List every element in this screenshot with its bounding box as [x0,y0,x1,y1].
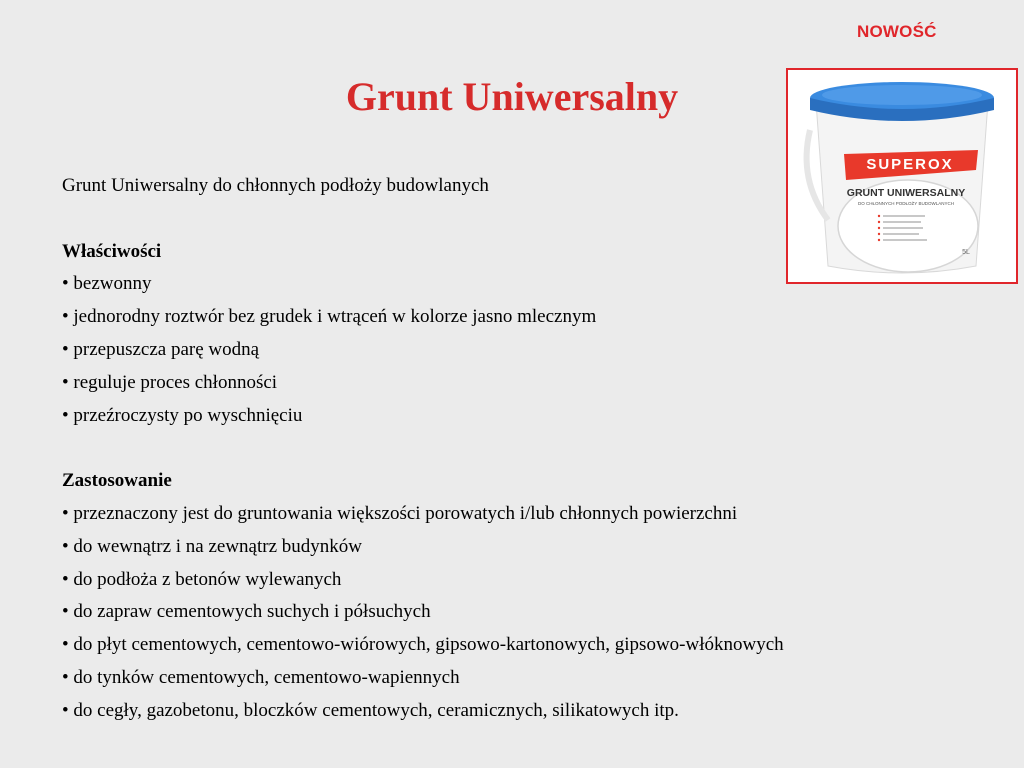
list-item: • do płyt cementowych, cementowo-wiórowych, gipsowo-kartonowych, gipsowo-włóknowych [62,634,784,656]
page-title: Grunt Uniwersalny [345,74,679,119]
list-item: • przeźroczysty po wyschnięciu [62,404,303,426]
brand-label: SUPEROX [866,156,954,173]
list-item: • do cegły, gazobetonu, bloczków cementowych, ceramicznych, silikatowych itp. [62,699,679,721]
product-sublabel: DO CHŁONNYCH PODŁOŻY BUDOWLANYCH [858,201,954,206]
list-item: • jednorodny roztwór bez grudek i wtrąceń w kolorze jasno mlecznym [62,306,597,328]
list-item: • do wewnątrz i na zewnątrz budynków [62,535,362,557]
product-image [786,68,1018,284]
list-item: • do tynków cementowych, cementowo-wapiennych [62,666,460,688]
list-item: • przepuszcza parę wodną [62,338,260,360]
list-item: • przeznaczony jest do gruntowania większości porowatych i/lub chłonnych powierzchni [62,502,738,524]
list-item: • do podłoża z betonów wylewanych [62,568,342,590]
list-item: • reguluje proces chłonności [62,371,278,393]
new-badge: NOWOŚĆ [857,22,937,41]
subtitle: Grunt Uniwersalny do chłonnych podłoży budowlanych [62,175,489,196]
description-content [62,170,784,728]
bucket-image [788,70,1016,282]
list-item: • do zapraw cementowych suchych i półsuchych [62,601,431,623]
volume-label: 5L [962,249,970,256]
product-label: GRUNT UNIWERSALNY [846,187,966,199]
properties-heading: Właściwości [62,240,162,262]
usage-heading: Zastosowanie [62,470,172,492]
list-item: • bezwonny [62,273,152,295]
